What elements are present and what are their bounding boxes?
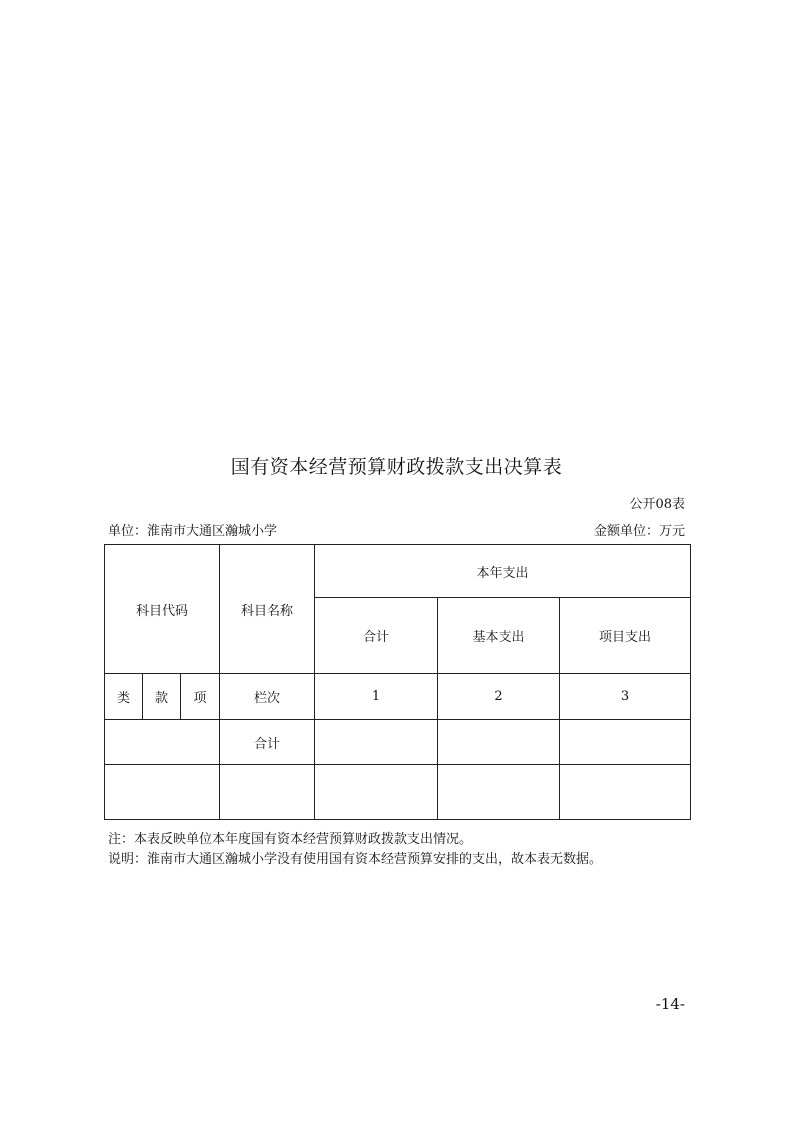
- table-index-row: [105, 674, 691, 720]
- page-number: -14-: [655, 995, 685, 1013]
- header-subject-name: 科目名称: [220, 545, 315, 674]
- total-sum-cell: [315, 720, 438, 765]
- unit-label: 单位：淮南市大通区瀚城小学: [108, 524, 278, 539]
- header-project-expense: 项目支出: [560, 598, 691, 674]
- empty-sum-cell: [315, 765, 438, 820]
- empty-basic-cell: [438, 765, 560, 820]
- table-row: [105, 765, 691, 820]
- total-project-cell: [560, 720, 691, 765]
- money-unit-label: 金额单位：万元: [593, 524, 685, 539]
- page-title: 国有资本经营预算财政拨款支出决算表: [230, 456, 563, 478]
- header-current-year-expense: 本年支出: [315, 545, 691, 598]
- empty-name-cell: [220, 765, 315, 820]
- form-code: 公开08表: [629, 497, 685, 512]
- header-subject-code: 科目代码: [105, 545, 220, 674]
- index-col1: 1: [315, 674, 438, 720]
- empty-project-cell: [560, 765, 691, 820]
- table-explanation: 说明：淮南市大通区瀚城小学没有使用国有资本经营预算安排的支出，故本表无数据。: [108, 852, 603, 867]
- table-note: 注：本表反映单位本年度国有资本经营预算财政拨款支出情况。: [108, 832, 473, 847]
- index-row-label: 栏次: [220, 674, 315, 720]
- expense-table: [104, 544, 691, 820]
- total-code-cell: [105, 720, 220, 765]
- index-col3: 3: [560, 674, 691, 720]
- header-basic-expense: 基本支出: [438, 598, 560, 674]
- header-total: 合计: [315, 598, 438, 674]
- index-item: 项: [181, 674, 220, 720]
- table-header-row: [105, 545, 691, 598]
- empty-code-cell: [105, 765, 220, 820]
- table-total-row: [105, 720, 691, 765]
- total-basic-cell: [438, 720, 560, 765]
- index-col2: 2: [438, 674, 560, 720]
- index-class: 类: [105, 674, 143, 720]
- total-row-label: 合计: [220, 720, 315, 765]
- index-section: 款: [143, 674, 181, 720]
